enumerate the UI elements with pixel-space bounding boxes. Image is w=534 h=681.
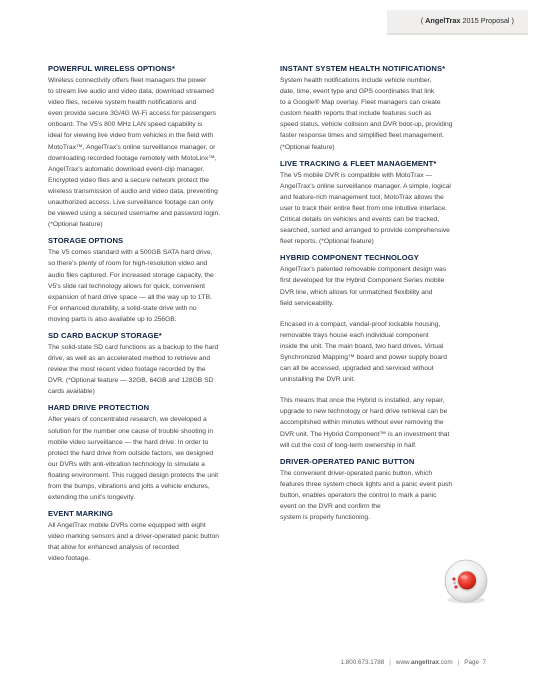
section-health: [280, 64, 492, 153]
text-line: our DVRs with anti-vibration technology to simulate a: [48, 460, 205, 468]
section-body: [48, 247, 260, 325]
text-line: protect the hard drive from outside factors, we designed: [48, 449, 214, 457]
text-line: first developed for the Hybrid Component Series mobile: [280, 277, 445, 285]
footer-phone: 1.800.673.1788: [340, 659, 385, 666]
footer-page-number: 7: [482, 659, 486, 666]
text-line: from the bumps, vibrations and jolts a vehicle endures,: [48, 483, 210, 490]
text-line: expansion of hard drive space — all the way up to 1TB.: [48, 293, 212, 301]
text-line: cards available): [48, 388, 95, 396]
section-title: POWERFUL WIRELESS OPTIONS*: [48, 64, 175, 73]
text-line: searched, sorted and arranged to provide comprehensive: [280, 227, 450, 235]
text-line: Encased in a compact, vandal-proof lockable housing,: [280, 320, 441, 328]
text-line: that allow for enhanced analysis of recorded: [48, 544, 179, 552]
text-line: AngelTrax's patented removable component design was: [280, 266, 447, 274]
text-line: After years of concentrated research, we developed a: [48, 416, 207, 424]
section-paragraph: [280, 264, 492, 308]
text-line: upgrade to new technology or hard drive retrieval can be: [280, 408, 448, 416]
section-body: [48, 75, 260, 230]
section-title: STORAGE OPTIONS: [48, 236, 124, 246]
section-title: INSTANT SYSTEM HEALTH NOTIFICATIONS*: [280, 64, 446, 73]
right-column: [280, 64, 492, 529]
text-line: DVR unit. The Hybrid Component™ is an investment that: [280, 430, 450, 438]
text-line: wireless transmission of audio and video data, preventing: [48, 187, 218, 195]
text-line: be viewed using a secured username and password login.: [48, 210, 221, 218]
section-storage: [48, 236, 260, 325]
section-sd-card: [48, 331, 260, 397]
text-line: to stream live audio and video data, download streamed: [48, 88, 214, 96]
section-wireless: [48, 64, 260, 230]
left-column: [48, 64, 260, 571]
text-line: This means that once the Hybrid is installed, any repair,: [280, 397, 445, 405]
text-line: field serviceability.: [280, 299, 334, 307]
text-line: ideal for viewing live video from vehicles in the field with: [48, 132, 214, 140]
text-line: audio files captured. For increased storage capacity, the: [48, 271, 214, 279]
text-line: button, enables operators the control to mark a panic: [280, 491, 437, 499]
text-line: video files, receive system health notifications and: [48, 99, 197, 107]
text-line: (*Optional feature): [280, 143, 335, 151]
section-body: [280, 75, 492, 153]
text-line: onboard. The V5's 800 MHz LAN speed capability is: [48, 121, 203, 129]
header-proposal: 2015 Proposal: [462, 16, 510, 25]
text-line: For enhanced durability, a solid-state drive with no: [48, 304, 197, 312]
text-line: drive, as well as an accelerated method to retrieve and: [48, 355, 211, 363]
text-line: Critical details on vehicles and events can be tracked,: [280, 216, 440, 224]
section-body: [48, 520, 260, 564]
section-body: [48, 414, 260, 503]
text-line: and feature-rich management tool, MotoTrax allows the: [280, 193, 444, 201]
text-line: even provide secure 3G/4G Wi-Fi access for passengers: [48, 110, 217, 118]
footer-page-label: Page: [464, 659, 479, 666]
section-panic: [280, 457, 492, 523]
footer-url[interactable]: www.angeltrax.com: [395, 659, 453, 666]
text-line: moving parts is also available up to 256GB.: [48, 315, 177, 323]
section-body: [48, 342, 260, 397]
text-line: date, time, event type and GPS coordinates that link: [280, 88, 435, 96]
section-title: HYBRID COMPONENT TECHNOLOGY: [280, 253, 419, 263]
text-line: The V5 comes standard with a 500GB SATA hard drive,: [48, 249, 213, 257]
section-paragraph: [280, 319, 492, 386]
text-line: review the most recent video footage recorded by the: [48, 366, 206, 374]
text-line: Wireless connectivity offers fleet managers the power: [48, 77, 207, 84]
text-line: inside the unit. The main board, two hard drives, Virtual: [280, 342, 444, 350]
page-footer: 1.800.673.1788 | www.angeltrax.com | Page 7: [340, 659, 486, 666]
text-line: video marking sensors and a driver-operated panic button: [48, 533, 220, 541]
header-tab: [387, 10, 528, 35]
text-line: (*Optional feature): [48, 221, 103, 229]
text-line: downloading recorded footage remotely with MotoLinx™,: [48, 154, 217, 162]
footer-url-brand: angeltrax: [410, 659, 439, 666]
section-body: [280, 170, 492, 248]
text-line: accomplished within minutes without ever removing the: [280, 419, 444, 427]
text-line: floating environment. This rugged design protects the unit: [48, 471, 219, 479]
text-line: extending the unit's longevity.: [48, 494, 136, 502]
text-line: speed status, vehicle collision and DVR boot-up, providing: [280, 121, 453, 129]
text-line: Encrypted video files and a secure network protect the: [48, 176, 209, 184]
text-line: DVR. (*Optional feature — 32GB, 64GB and 128GB SD: [48, 377, 214, 385]
section-body: [280, 468, 492, 523]
text-line: All AngelTrax mobile DVRs come equipped with eight: [48, 522, 206, 530]
section-title: DRIVER-OPERATED PANIC BUTTON: [280, 456, 415, 466]
text-line: solution for the number one cause of trouble shooting in: [48, 427, 214, 435]
text-line: AngelTrax's automatic download event-clip manager.: [48, 165, 205, 173]
section-hybrid: [280, 253, 492, 450]
text-line: system is properly functioning.: [280, 514, 370, 522]
text-line: DVR line, which allows for unmatched flexibility and: [280, 288, 433, 296]
header-title: ( AngelTrax 2015 Proposal ): [420, 16, 514, 25]
section-paragraph: [280, 395, 492, 450]
section-title: EVENT MARKING: [48, 509, 114, 519]
text-line: uninstalling the DVR unit.: [280, 376, 356, 384]
text-line: will cut the cost of long-term ownership in half.: [280, 441, 417, 449]
text-line: user to track their entire fleet from one intuitive interface.: [280, 204, 447, 212]
section-title: LIVE TRACKING & FLEET MANAGEMENT*: [280, 158, 437, 168]
text-line: MotoTrax™, AngelTrax's online surveillance manager, or: [48, 143, 216, 151]
section-event-marking: [48, 509, 260, 564]
text-line: event on the DVR and confirm the: [280, 503, 381, 510]
panic-button-image: [441, 556, 491, 606]
section-title: HARD DRIVE PROTECTION: [48, 403, 150, 413]
text-line: so there's plenty of room for high-resolution video and: [48, 260, 208, 268]
text-line: video footage.: [48, 555, 91, 563]
header-brand: AngelTrax: [425, 16, 461, 25]
section-tracking: [280, 159, 492, 248]
text-line: custom health reports that include features such as: [280, 110, 432, 118]
text-line: to a Google® Map overlay. Fleet managers can create: [280, 99, 441, 107]
text-line: Synchronized Mapping™ board and power supply board: [280, 353, 447, 361]
section-title: SD CARD BACKUP STORAGE*: [48, 330, 162, 340]
text-line: mobile video surveillance — the hard drive. In order to: [48, 438, 209, 446]
text-line: The V5 mobile DVR is compatible with MotoTrax —: [280, 171, 433, 179]
text-line: The solid-state SD card functions as a backup to the hard: [48, 343, 219, 351]
text-line: fleet reports. (*Optional feature): [280, 238, 374, 246]
text-line: can all be accessed, upgraded and serviced without: [280, 365, 434, 373]
text-line: The convenient driver-operated panic button, which: [280, 469, 433, 477]
text-line: V5's slide rail technology allows for quick, convenient: [48, 282, 206, 290]
text-line: AngelTrax's online surveillance manager. A simple, logical: [280, 182, 451, 190]
text-line: removable trays house each individual component: [280, 331, 429, 339]
section-hard-drive: [48, 403, 260, 503]
text-line: faster response times and simplified fleet management.: [280, 132, 444, 140]
text-line: System health notifications include vehicle number,: [280, 77, 432, 84]
text-line: unauthorized access. Live surveillance footage can only: [48, 199, 214, 207]
text-line: features three system check lights and a panic event push: [280, 480, 453, 488]
